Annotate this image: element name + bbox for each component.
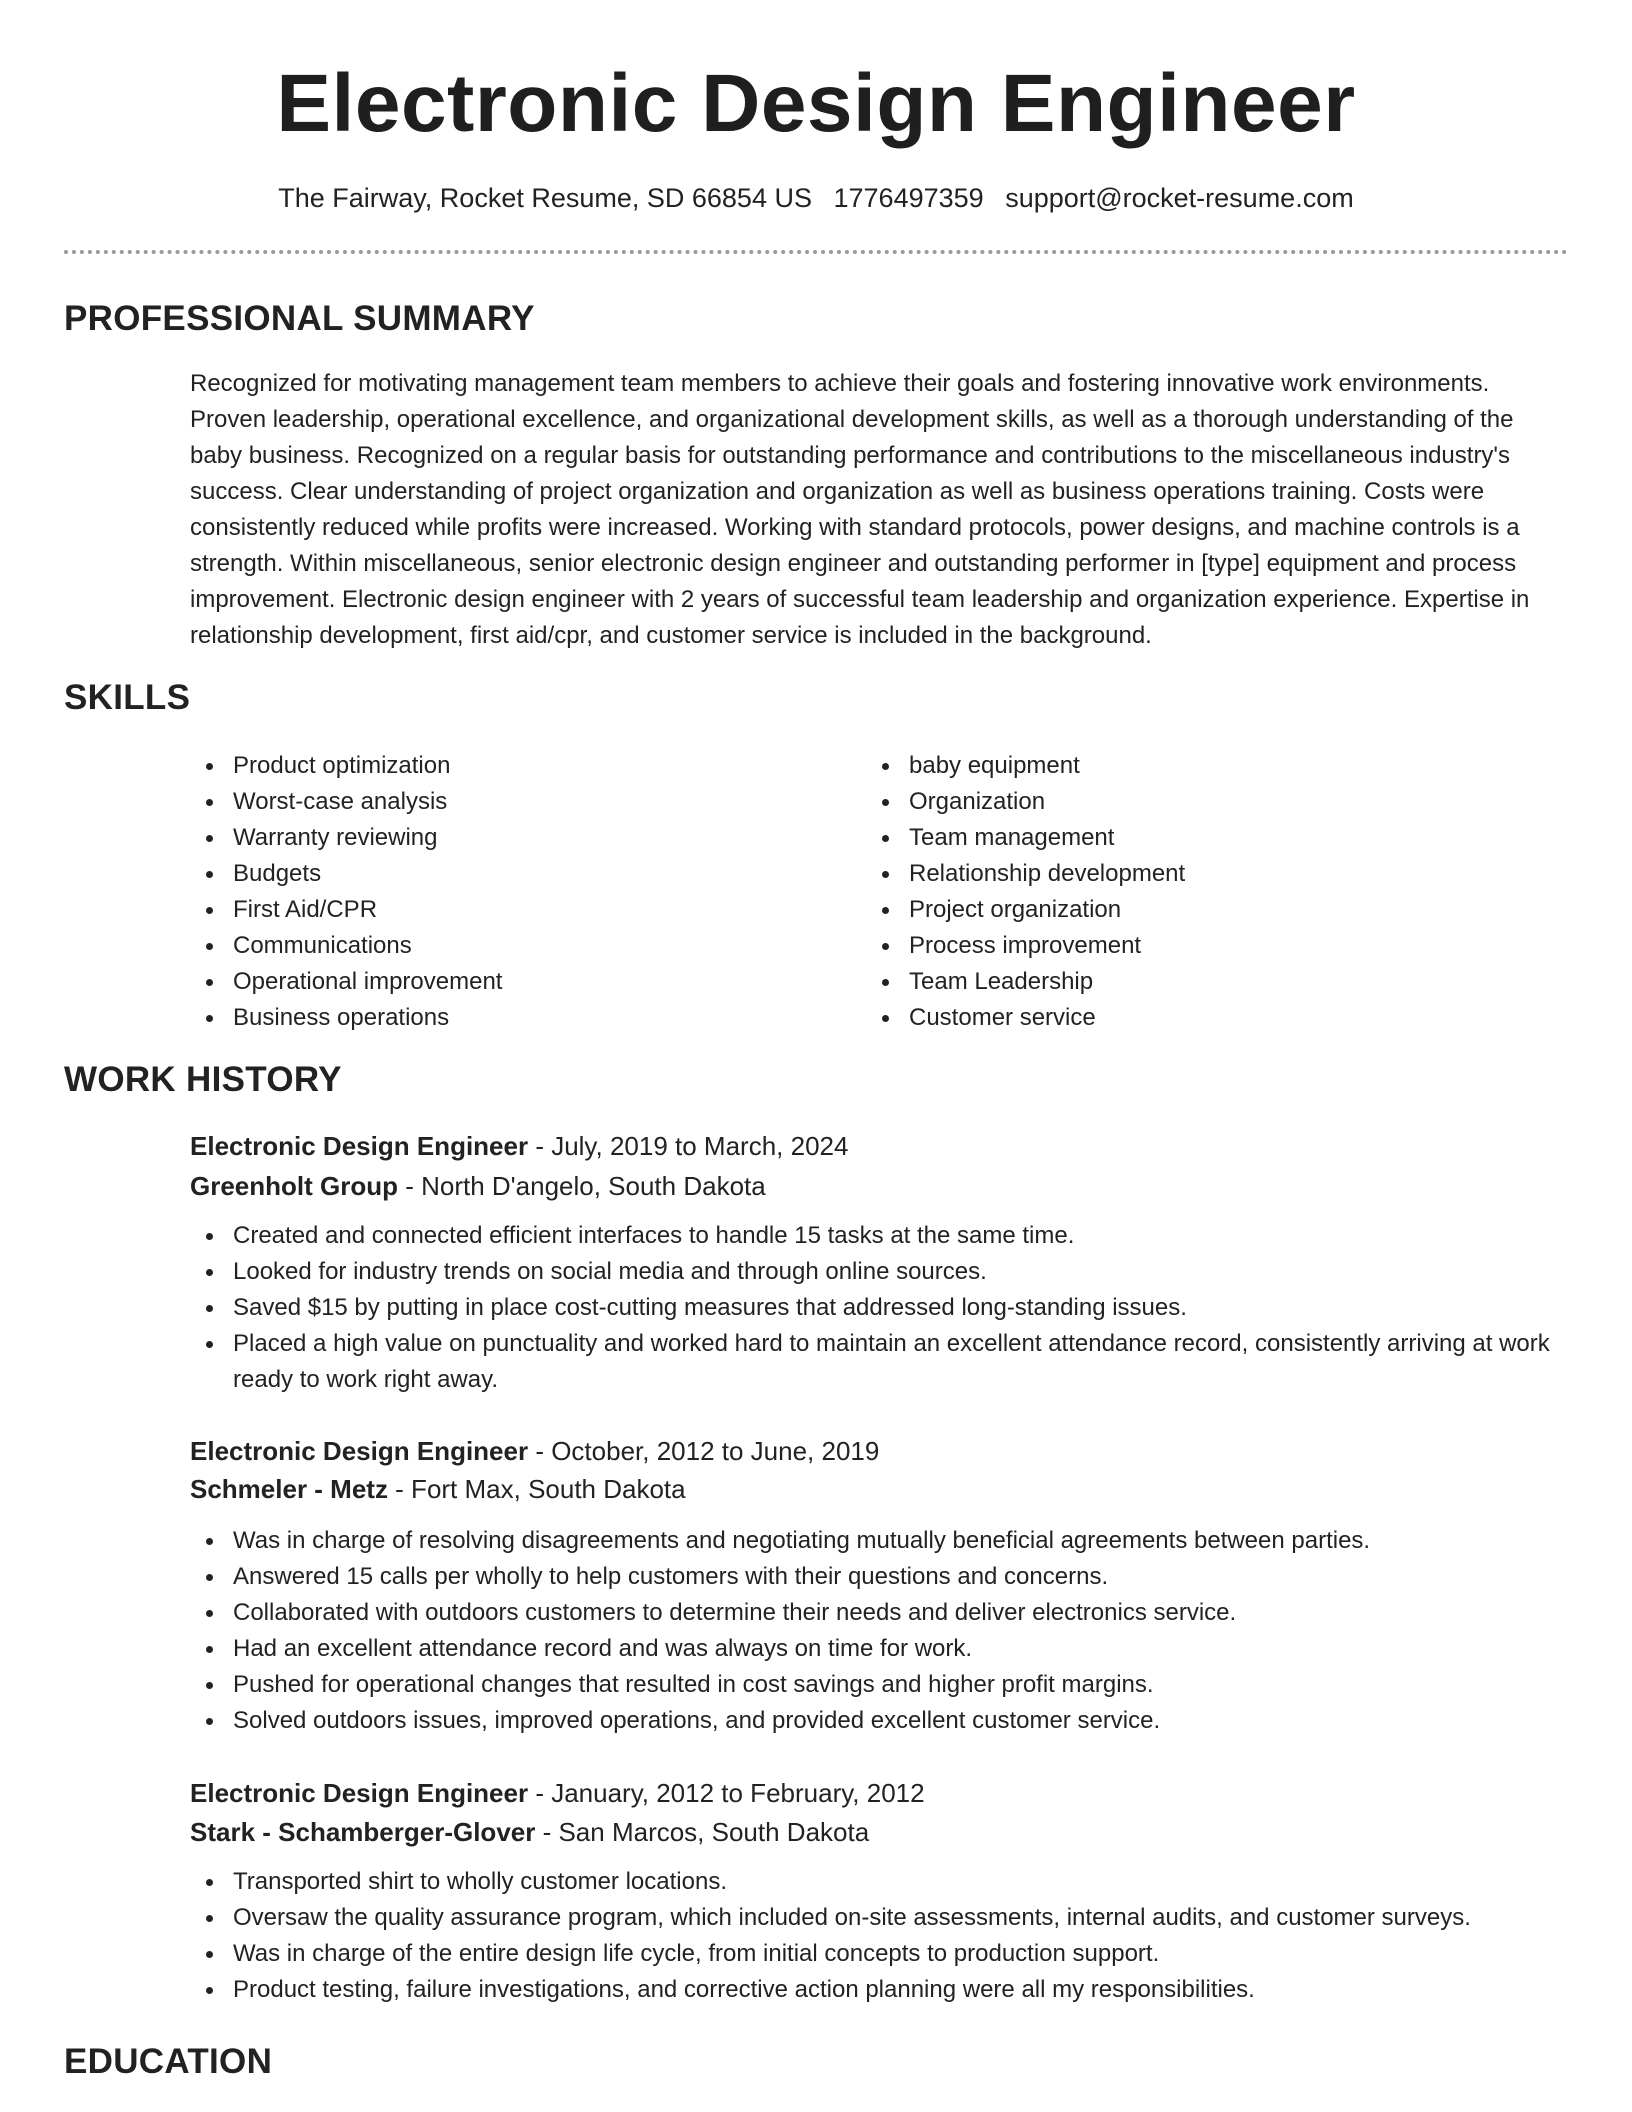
skill-item: Budgets <box>190 856 502 892</box>
job-company: Greenholt Group <box>190 1171 398 1201</box>
job-company-line <box>190 1471 686 1507</box>
skill-item: Business operations <box>190 1000 502 1036</box>
job-dates: - January, 2012 to February, 2012 <box>528 1778 925 1808</box>
job-bullet: Placed a high value on punctuality and worked hard to maintain an excellent attendance record, consistently arriving at work ready to work right away. <box>190 1326 1580 1398</box>
job-title-line <box>190 1128 848 1164</box>
skill-item: Communications <box>190 928 502 964</box>
job-company-line <box>190 1814 869 1850</box>
job-location: - San Marcos, South Dakota <box>535 1817 870 1847</box>
job-title: Electronic Design Engineer <box>190 1778 529 1808</box>
job-company: Stark - Schamberger-Glover <box>190 1817 536 1847</box>
job-title: Electronic Design Engineer <box>190 1436 529 1466</box>
job-bullet: Oversaw the quality assurance program, which included on-site assessments, internal audits, and customer surveys. <box>190 1900 1580 1936</box>
job-bullet: Saved $15 by putting in place cost-cutting measures that addressed long-standing issues. <box>190 1290 1580 1326</box>
skills-heading: SKILLS <box>64 678 191 717</box>
job-bullets <box>190 1523 1580 1739</box>
contact-address: The Fairway, Rocket Resume, SD 66854 US <box>278 183 812 213</box>
job-dates: - October, 2012 to June, 2019 <box>528 1436 880 1466</box>
skill-item: Relationship development <box>866 856 1185 892</box>
skill-item: Project organization <box>866 892 1185 928</box>
summary-heading: PROFESSIONAL SUMMARY <box>64 299 535 338</box>
skill-item: baby equipment <box>866 748 1185 784</box>
job-bullet: Created and connected efficient interfaces to handle 15 tasks at the same time. <box>190 1218 1580 1254</box>
job-bullet: Was in charge of resolving disagreements and negotiating mutually beneficial agreements between parties. <box>190 1523 1580 1559</box>
job-bullet: Transported shirt to wholly customer locations. <box>190 1864 1580 1900</box>
job-bullets <box>190 1864 1580 2008</box>
job-bullet: Was in charge of the entire design life cycle, from initial concepts to production support. <box>190 1936 1580 1972</box>
skills-list-right <box>866 748 1185 1036</box>
skill-item: Organization <box>866 784 1185 820</box>
job-bullet: Looked for industry trends on social media and through online sources. <box>190 1254 1580 1290</box>
job-company: Schmeler - Metz <box>190 1474 388 1504</box>
skill-item: Product optimization <box>190 748 502 784</box>
header-divider <box>64 250 1568 254</box>
skill-item: Process improvement <box>866 928 1185 964</box>
job-location: - North D'angelo, South Dakota <box>398 1171 766 1201</box>
job-bullet: Answered 15 calls per wholly to help customers with their questions and concerns. <box>190 1559 1580 1595</box>
job-bullet: Solved outdoors issues, improved operations, and provided excellent customer service. <box>190 1703 1580 1739</box>
skill-item: Customer service <box>866 1000 1185 1036</box>
contact-email: support@rocket-resume.com <box>1005 183 1354 213</box>
resume-name: Electronic Design Engineer <box>276 58 1356 149</box>
job-dates: - July, 2019 to March, 2024 <box>528 1131 849 1161</box>
job-bullet: Had an excellent attendance record and was always on time for work. <box>190 1631 1580 1667</box>
skill-item: Team Leadership <box>866 964 1185 1000</box>
job-title: Electronic Design Engineer <box>190 1131 529 1161</box>
job-bullet: Collaborated with outdoors customers to determine their needs and deliver electronics service. <box>190 1595 1580 1631</box>
contact-line <box>0 180 1632 216</box>
skill-item: Warranty reviewing <box>190 820 502 856</box>
skill-item: Worst-case analysis <box>190 784 502 820</box>
job-bullet: Pushed for operational changes that resulted in cost savings and higher profit margins. <box>190 1667 1580 1703</box>
job-bullets <box>190 1218 1580 1398</box>
skill-item: Team management <box>866 820 1185 856</box>
education-heading: EDUCATION <box>64 2042 273 2081</box>
skill-item: Operational improvement <box>190 964 502 1000</box>
job-company-line <box>190 1168 766 1204</box>
work-history-heading: WORK HISTORY <box>64 1060 342 1099</box>
contact-phone: 1776497359 <box>833 183 984 213</box>
skill-item: First Aid/CPR <box>190 892 502 928</box>
job-title-line <box>190 1433 879 1469</box>
job-location: - Fort Max, South Dakota <box>387 1474 686 1504</box>
skills-list-left <box>190 748 502 1036</box>
job-bullet: Product testing, failure investigations, and corrective action planning were all my responsibilities. <box>190 1972 1580 2008</box>
summary-text: Recognized for motivating management team members to achieve their goals and fostering innovative work environments. Proven leadership, operational excellence, and organizational development skills, as well as a thorough understanding of the baby business. Recognized on a regular basis for outstanding performance and contributions to the miscellaneous industry's success. Clear understanding of project organization and organization as well as business operations training. Costs were consistently reduced while profits were increased. Working with standard protocols, power designs, and machine controls is a strength. Within miscellaneous, senior electronic design engineer and outstanding performer in [type] equipment and process improvement. Electronic design engineer with 2 years of successful team leadership and organization experience. Expertise in relationship development, first aid/cpr, and customer service is included in the background. <box>190 370 1530 649</box>
job-title-line <box>190 1775 925 1811</box>
